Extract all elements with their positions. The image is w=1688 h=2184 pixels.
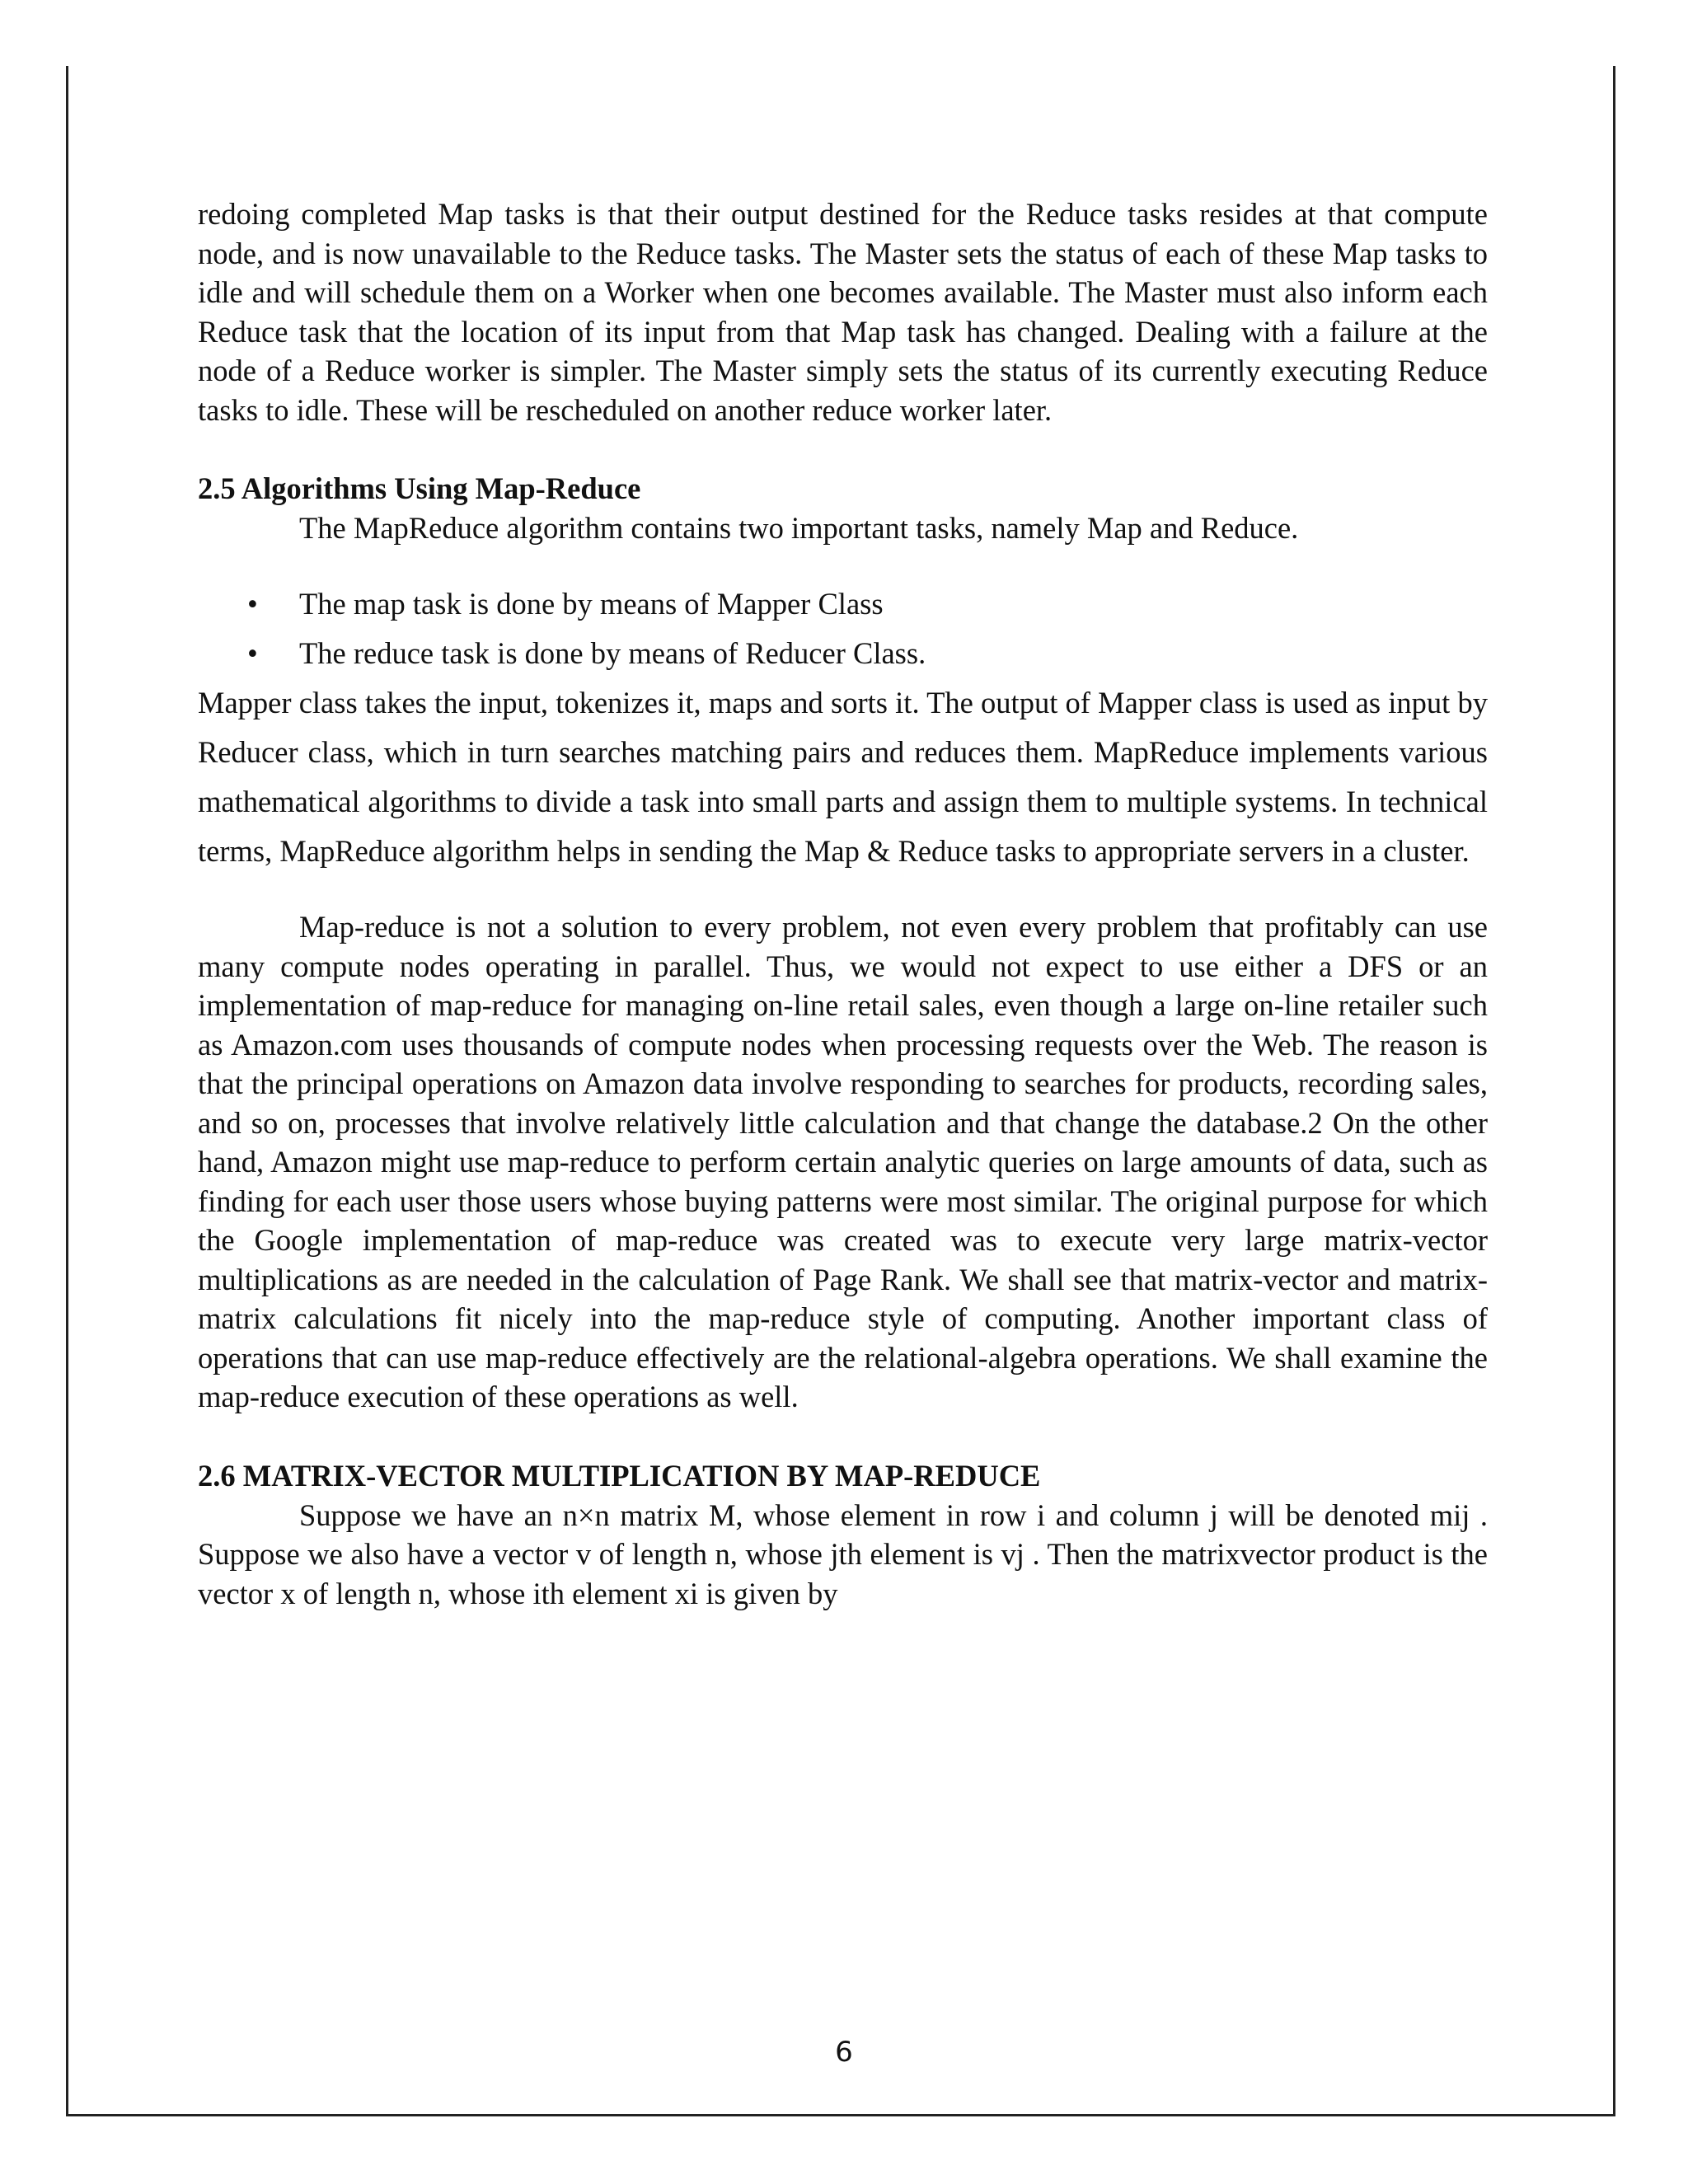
list-item: [198, 629, 1488, 678]
mapper-paragraph: Mapper class takes the input, tokenizes it, maps and sorts it. The output of Mapper class is used as input by Reducer class, which in turn searches matching pairs and reduces them. MapReduce implements various mathematical algorithms to divide a task into small parts and assign them to multiple systems. In technical terms, MapReduce algorithm helps in sending the Map & Reduce tasks to appropriate servers in a cluster.: [198, 686, 1488, 868]
bullet-icon: •: [247, 636, 258, 670]
page-content: [198, 194, 1488, 1613]
section-2-5-intro: The MapReduce algorithm contains two important tasks, namely Map and Reduce.: [299, 511, 1299, 545]
bullet-list: [198, 579, 1488, 678]
section-2-6-paragraph: Suppose we have an n×n matrix M, whose element in row i and column j will be denoted mij . Suppose we also have a vector v of length n, whose jth element is vj . Then the matrixvector product is the vector x of length n, whose ith element xi is given by: [198, 1497, 1488, 1610]
bullet-text: The reduce task is done by means of Reducer Class.: [299, 636, 926, 670]
bullet-icon: •: [247, 587, 258, 621]
section-2-6-heading: 2.6 MATRIX-VECTOR MULTIPLICATION BY MAP-REDUCE: [198, 1458, 1041, 1493]
section-2-5-heading: 2.5 Algorithms Using Map-Reduce: [198, 471, 641, 505]
map-reduce-paragraph: Map-reduce is not a solution to every problem, not even every problem that profitably can use many compute nodes operating in parallel. Thus, we would not expect to use either a DFS or an implementation of map-reduce for managing on-line retail sales, even though a large on-line retailer such as Amazon.com uses thousands of compute nodes when processing requests over the Web. The reason is that the principal operations on Amazon data involve responding to searches for products, recording sales, and so on, processes that involve relatively little calculation and that change the database.2 On the other hand, Amazon might use map-reduce to perform certain analytic queries on large amounts of data, such as finding for each user those users whose buying patterns were most similar. The original purpose for which the Google implementation of map-reduce was created was to execute very large matrix-vector multiplications as are needed in the calculation of Page Rank. We shall see that matrix-vector and matrix-matrix calculations fit nicely into the map-reduce style of computing. Another important class of operations that can use map-reduce effectively are the relational-algebra operations. We shall examine the map-reduce execution of these operations as well.: [198, 910, 1488, 1413]
continuation-paragraph: redoing completed Map tasks is that their output destined for the Reduce tasks resides at that compute node, and is now unavailable to the Reduce tasks. The Master sets the status of each of these Map tasks to idle and will schedule them on a Worker when one becomes available. The Master must also inform each Reduce task that the location of its input from that Map task has changed. Dealing with a failure at the node of a Reduce worker is simpler. The Master simply sets the status of its currently executing Reduce tasks to idle. These will be rescheduled on another reduce worker later.: [198, 197, 1488, 427]
page-number: 6: [835, 2036, 853, 2069]
list-item: [198, 579, 1488, 629]
bullet-text: The map task is done by means of Mapper Class: [299, 587, 884, 621]
